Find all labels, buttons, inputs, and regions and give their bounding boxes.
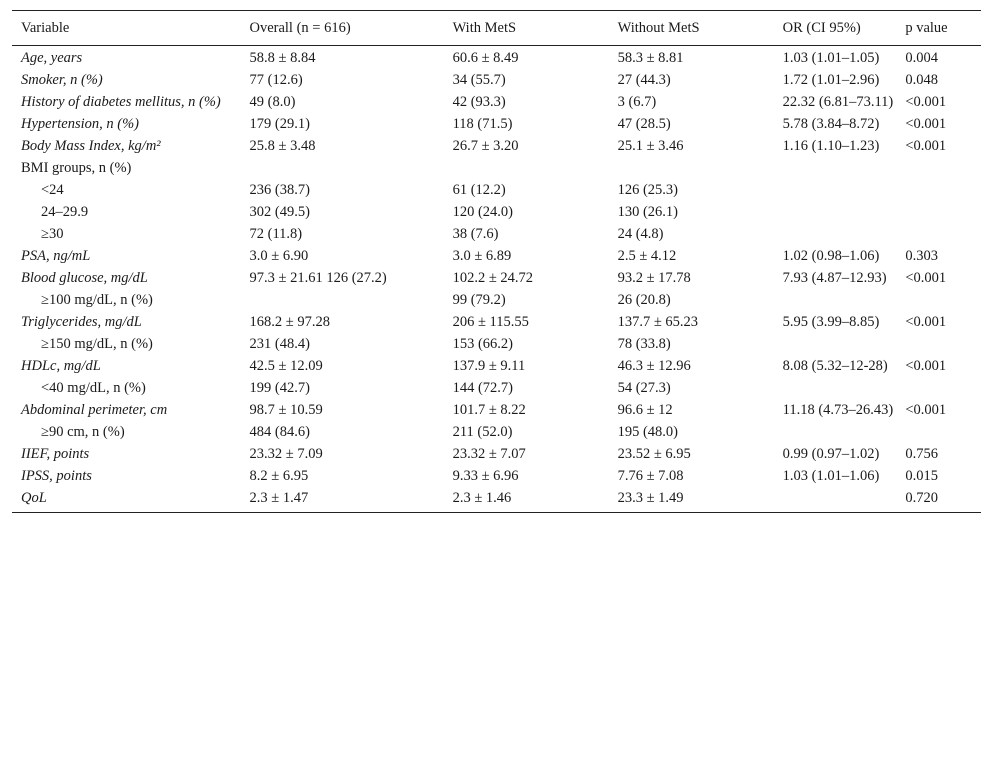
cell-variable: <24 <box>41 182 64 198</box>
table-row <box>12 114 981 136</box>
cell-overall: 8.2 ± 6.95 <box>249 468 309 484</box>
cell-p-value <box>896 290 981 312</box>
cell-without-mets: 3 (6.7) <box>617 94 657 110</box>
cell-overall: 179 (29.1) <box>249 116 310 132</box>
cell-variable: HDLc, mg/dL <box>21 358 101 374</box>
table-row <box>12 312 981 334</box>
cell-variable: ≥30 <box>41 226 64 242</box>
cell-without-mets: 93.2 ± 17.78 <box>617 270 691 286</box>
cell-with-mets: 118 (71.5) <box>452 116 513 132</box>
cell-p-value <box>896 158 981 180</box>
cell-or-ci <box>774 158 897 180</box>
cell-without-mets: 23.3 ± 1.49 <box>609 488 774 513</box>
header-variable: Variable <box>12 11 240 46</box>
cell-p-value: <0.001 <box>905 138 947 154</box>
cell-or-ci <box>774 378 897 400</box>
cell-overall: 72 (11.8) <box>249 226 303 242</box>
cell-p-value: <0.001 <box>905 358 947 374</box>
header-with-mets: With MetS <box>444 11 609 46</box>
cell-variable: Hypertension, n (%) <box>21 116 139 132</box>
cell-or-ci: 11.18 (4.73–26.43) <box>782 402 894 418</box>
cell-p-value: 0.015 <box>905 468 938 484</box>
cell-with-mets: 99 (79.2) <box>452 292 506 308</box>
cell-overall: 236 (38.7) <box>249 182 310 198</box>
cell-variable: PSA, ng/mL <box>21 248 91 264</box>
cell-with-mets: 206 ± 115.55 <box>452 314 529 330</box>
cell-with-mets: 61 (12.2) <box>452 182 506 198</box>
cell-variable: Body Mass Index, kg/m² <box>21 138 161 154</box>
cell-or-ci: 0.99 (0.97–1.02) <box>782 446 880 462</box>
cell-overall: 3.0 ± 6.90 <box>249 248 309 264</box>
cell-p-value: <0.001 <box>905 314 947 330</box>
cell-variable: IIEF, points <box>21 446 90 462</box>
cell-or-ci: 1.02 (0.98–1.06) <box>782 248 880 264</box>
results-table-container <box>12 10 981 513</box>
cell-with-mets: 211 (52.0) <box>452 424 513 440</box>
header-p-value: p value <box>896 11 981 46</box>
table-row <box>12 158 981 180</box>
cell-or-ci <box>774 180 897 202</box>
cell-overall: 58.8 ± 8.84 <box>249 50 316 66</box>
cell-with-mets: 23.32 ± 7.07 <box>452 446 526 462</box>
cell-without-mets: 54 (27.3) <box>617 380 671 396</box>
table-row <box>12 378 981 400</box>
cell-p-value: <0.001 <box>905 270 947 286</box>
cell-or-ci <box>774 290 897 312</box>
cell-or-ci: 1.72 (1.01–2.96) <box>782 72 880 88</box>
table-header <box>12 11 981 46</box>
table-row <box>12 334 981 356</box>
cell-with-mets: 144 (72.7) <box>452 380 513 396</box>
cell-without-mets: 195 (48.0) <box>617 424 679 440</box>
cell-with-mets: 120 (24.0) <box>452 204 513 220</box>
cell-p-value <box>896 378 981 400</box>
cell-with-mets: 102.2 ± 24.72 <box>452 270 534 286</box>
table-row <box>12 246 981 268</box>
cell-or-ci <box>774 202 897 224</box>
cell-p-value: 0.004 <box>905 50 938 66</box>
table-row <box>12 224 981 246</box>
table-row <box>12 422 981 444</box>
header-without-mets: Without MetS <box>609 11 774 46</box>
cell-or-ci: 1.03 (1.01–1.06) <box>782 468 880 484</box>
cell-without-mets: 58.3 ± 8.81 <box>617 50 684 66</box>
cell-or-ci <box>774 224 897 246</box>
cell-overall: 97.3 ± 21.61 126 (27.2) <box>249 270 387 286</box>
cell-with-mets: 38 (7.6) <box>452 226 499 242</box>
cell-variable: QoL <box>12 488 240 513</box>
cell-overall: 77 (12.6) <box>249 72 303 88</box>
cell-without-mets: 46.3 ± 12.96 <box>617 358 691 374</box>
cell-without-mets: 47 (28.5) <box>617 116 671 132</box>
metabolic-syndrome-table <box>12 10 981 513</box>
cell-variable: ≥100 mg/dL, n (%) <box>41 292 153 308</box>
cell-overall: 42.5 ± 12.09 <box>249 358 323 374</box>
header-row <box>12 11 981 46</box>
cell-with-mets: 101.7 ± 8.22 <box>452 402 526 418</box>
cell-with-mets <box>444 158 609 180</box>
cell-variable: Smoker, n (%) <box>21 72 103 88</box>
cell-p-value <box>896 334 981 356</box>
table-row <box>12 444 981 466</box>
cell-overall: 49 (8.0) <box>249 94 296 110</box>
cell-without-mets: 26 (20.8) <box>617 292 671 308</box>
table-row <box>12 488 981 513</box>
table-row <box>12 466 981 488</box>
cell-overall: 302 (49.5) <box>249 204 310 220</box>
cell-without-mets: 23.52 ± 6.95 <box>617 446 691 462</box>
header-or-ci: OR (CI 95%) <box>774 11 897 46</box>
cell-without-mets: 96.6 ± 12 <box>617 402 673 418</box>
cell-or-ci: 1.03 (1.01–1.05) <box>782 50 880 66</box>
cell-p-value: <0.001 <box>905 402 947 418</box>
cell-or-ci: 8.08 (5.32–12-28) <box>782 358 888 374</box>
cell-variable: History of diabetes mellitus, n (%) <box>21 94 221 110</box>
cell-p-value <box>896 180 981 202</box>
table-body <box>12 46 981 513</box>
cell-with-mets: 137.9 ± 9.11 <box>452 358 526 374</box>
cell-overall: 199 (42.7) <box>249 380 310 396</box>
cell-overall <box>240 158 443 180</box>
cell-without-mets: 130 (26.1) <box>617 204 679 220</box>
header-overall: Overall (n = 616) <box>240 11 443 46</box>
cell-with-mets: 26.7 ± 3.20 <box>452 138 519 154</box>
table-row <box>12 180 981 202</box>
cell-or-ci <box>774 488 897 513</box>
cell-with-mets: 34 (55.7) <box>452 72 506 88</box>
cell-p-value: 0.303 <box>905 248 938 264</box>
cell-variable: 24–29.9 <box>41 204 89 220</box>
cell-p-value: 0.720 <box>896 488 981 513</box>
table-row <box>12 400 981 422</box>
cell-overall <box>240 290 443 312</box>
cell-variable: <40 mg/dL, n (%) <box>41 380 146 396</box>
cell-p-value <box>896 202 981 224</box>
cell-overall: 23.32 ± 7.09 <box>249 446 323 462</box>
cell-or-ci: 5.78 (3.84–8.72) <box>782 116 880 132</box>
cell-p-value: <0.001 <box>905 94 947 110</box>
cell-overall: 2.3 ± 1.47 <box>240 488 443 513</box>
cell-without-mets: 126 (25.3) <box>617 182 679 198</box>
cell-p-value <box>896 224 981 246</box>
cell-with-mets: 9.33 ± 6.96 <box>452 468 519 484</box>
cell-variable: ≥90 cm, n (%) <box>41 424 125 440</box>
table-row <box>12 136 981 158</box>
cell-without-mets <box>609 158 774 180</box>
cell-overall: 484 (84.6) <box>249 424 310 440</box>
table-row <box>12 46 981 71</box>
cell-or-ci: 5.95 (3.99–8.85) <box>782 314 880 330</box>
cell-variable: Abdominal perimeter, cm <box>21 402 168 418</box>
cell-without-mets: 27 (44.3) <box>617 72 671 88</box>
table-row <box>12 290 981 312</box>
cell-p-value: <0.001 <box>905 116 947 132</box>
cell-or-ci <box>774 334 897 356</box>
cell-without-mets: 137.7 ± 65.23 <box>617 314 699 330</box>
cell-overall: 168.2 ± 97.28 <box>249 314 330 330</box>
cell-p-value: 0.756 <box>905 446 938 462</box>
cell-without-mets: 78 (33.8) <box>617 336 671 352</box>
cell-without-mets: 7.76 ± 7.08 <box>617 468 684 484</box>
cell-overall: 25.8 ± 3.48 <box>249 138 316 154</box>
cell-without-mets: 24 (4.8) <box>617 226 664 242</box>
cell-with-mets: 3.0 ± 6.89 <box>452 248 512 264</box>
cell-p-value <box>896 422 981 444</box>
cell-with-mets: 42 (93.3) <box>452 94 506 110</box>
table-row <box>12 268 981 290</box>
cell-with-mets: 60.6 ± 8.49 <box>452 50 519 66</box>
cell-or-ci: 22.32 (6.81–73.11) <box>782 94 894 110</box>
table-row <box>12 92 981 114</box>
table-row <box>12 356 981 378</box>
cell-variable: Age, years <box>21 50 83 66</box>
cell-variable: ≥150 mg/dL, n (%) <box>41 336 153 352</box>
cell-without-mets: 25.1 ± 3.46 <box>617 138 684 154</box>
cell-or-ci <box>774 422 897 444</box>
cell-overall: 231 (48.4) <box>249 336 310 352</box>
table-row <box>12 70 981 92</box>
table-row <box>12 202 981 224</box>
cell-variable: Blood glucose, mg/dL <box>21 270 148 286</box>
cell-variable: Triglycerides, mg/dL <box>21 314 142 330</box>
cell-variable: BMI groups, n (%) <box>21 160 132 176</box>
cell-overall: 98.7 ± 10.59 <box>249 402 323 418</box>
cell-or-ci: 7.93 (4.87–12.93) <box>782 270 887 286</box>
cell-without-mets: 2.5 ± 4.12 <box>617 248 677 264</box>
cell-with-mets: 153 (66.2) <box>452 336 513 352</box>
cell-variable: IPSS, points <box>21 468 92 484</box>
cell-with-mets: 2.3 ± 1.46 <box>444 488 609 513</box>
cell-or-ci: 1.16 (1.10–1.23) <box>782 138 880 154</box>
cell-p-value: 0.048 <box>905 72 938 88</box>
